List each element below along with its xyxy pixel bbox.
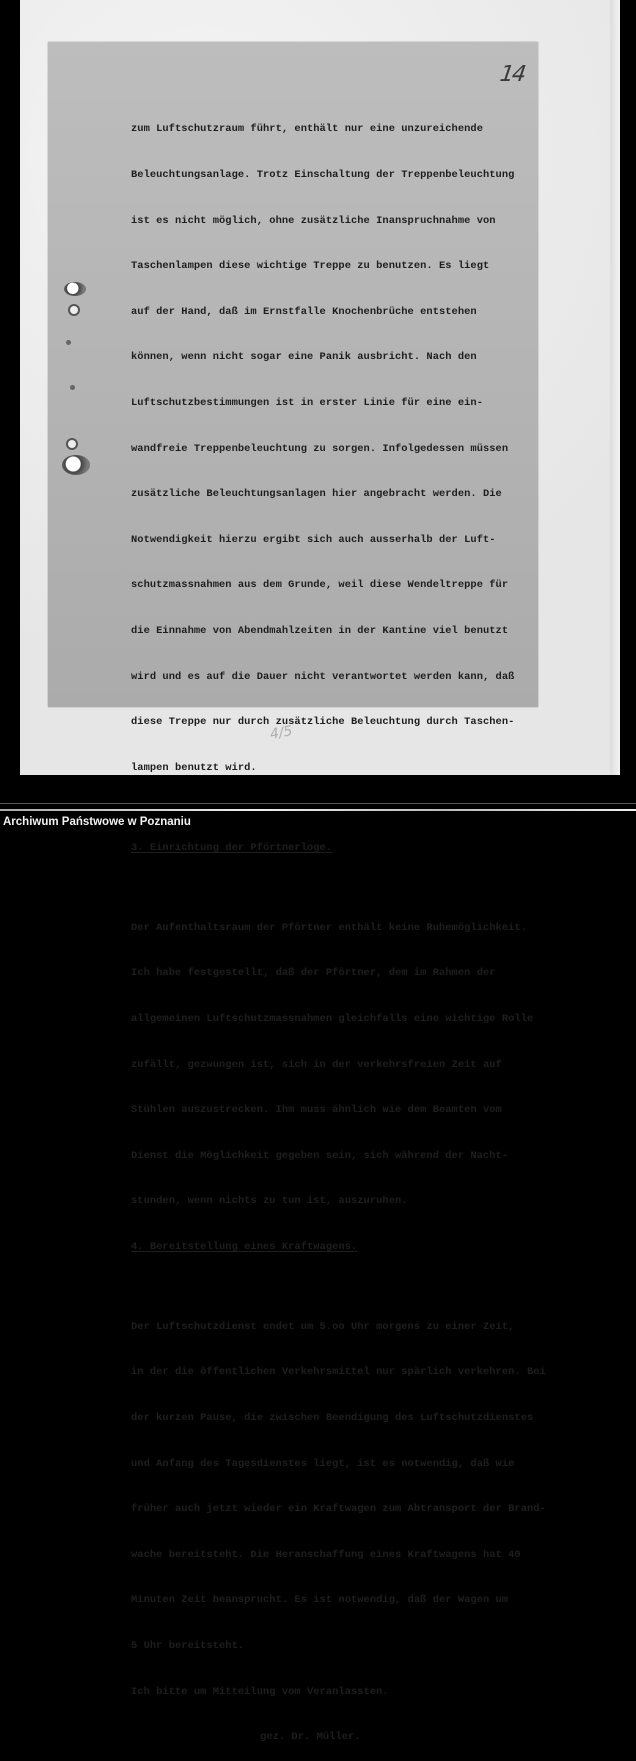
text-line: wandfreie Treppenbeleuchtung zu sorgen. Infolgedessen müssen [131,442,509,455]
punch-hole-icon [70,385,75,390]
text-line: Ich habe festgestellt, daß der Pförtner, dem im Rahmen der [131,967,496,980]
text-line: Der Luftschutzdienst endet um 5.oo Uhr morgens zu einer Zeit, [131,1320,515,1333]
archive-watermark: Archiwum Państwowe w Poznaniu [3,816,191,828]
punch-hole-icon [62,455,90,475]
text-line: Der Aufenthaltsraum der Pförtner enthält keine Ruhemöglichkeit. [131,921,527,934]
document-text [131,92,546,1761]
text-line: Dienst die Möglichkeit gegeben sein, sich während der Nacht- [131,1149,509,1162]
film-edge [0,809,636,811]
text-line: früher auch jetzt wieder ein Kraftwagen zum Abtransport der Brand- [131,1503,546,1516]
text-line: auf der Hand, daß im Ernstfalle Knochenbrüche entstehen [131,305,477,318]
text-line: der kurzen Pause, die zwischen Beendigung des Luftschutzdienstes [131,1412,534,1425]
text-line: diese Treppe nur durch zusätzliche Beleuchtung durch Taschen- [131,716,515,729]
text-line: lampen benutzt wird. [131,761,257,774]
text-line: Notwendigkeit hierzu ergibt sich auch ausserhalb der Luft- [131,533,496,546]
punch-hole-icon [66,340,71,345]
section-heading: 4. Bereitstellung eines Kraftwagens. [131,1240,358,1253]
pencil-annotation: 4/5 [268,723,294,743]
text-line: in der die öffentlichen Verkehrsmittel nur spärlich verkehren. Bei [131,1366,546,1379]
text-line: und Anfang des Tagesdienstes liegt, ist es notwendig, daß wie [131,1457,515,1470]
section-heading: 3. Einrichtung der Pförtnerloge. [131,841,333,854]
text-line: Stühlen auszustrecken. Ihm muss ähnlich wie dem Beamten vom [131,1104,502,1117]
text-line: zum Luftschutzraum führt, enthält nur eine unzureichende [131,123,483,136]
text-line: wird und es auf die Dauer nicht verantwortet werden kann, daß [131,670,515,683]
text-line: 5 Uhr bereitsteht. [131,1640,245,1653]
signature: gez. Dr. Müller. [260,1731,361,1744]
text-line: stunden, wenn nichts zu tun ist, auszuruhen. [131,1195,408,1208]
text-line: können, wenn nicht sogar eine Panik ausbricht. Nach den [131,351,477,364]
text-line: wache bereitsteht. Die Heranschaffung eines Kraftwagens hat 40 [131,1548,521,1561]
handwritten-page-number: 14 [498,62,526,87]
text-line: Luftschutzbestimmungen ist in erster Linie für eine ein- [131,396,483,409]
text-line: zusätzliche Beleuchtungsanlagen hier angebracht werden. Die [131,488,502,501]
text-line: die Einnahme von Abendmahlzeiten in der Kantine viel benutzt [131,624,509,637]
text-line: Ich bitte um Mitteilung vom Veranlassten. [131,1685,389,1698]
text-line: Minuten Zeit beansprucht. Es ist notwendig, daß der Wagen um [131,1594,509,1607]
text-line: Taschenlampen diese wichtige Treppe zu benutzen. Es liegt [131,260,490,273]
text-line: ist es nicht möglich, ohne zusätzliche Inanspruchnahme von [131,214,496,227]
text-line: Beleuchtungsanlage. Trotz Einschaltung der Treppenbeleuchtung [131,169,515,181]
punch-hole-icon [64,282,86,296]
film-edge [0,803,636,804]
text-line: allgemeinen Luftschutzmassnahmen gleichfalls eine wichtige Rolle [131,1012,534,1025]
text-line: zufällt, gezwungen ist, sich in der verkehrsfreien Zeit auf [131,1058,502,1071]
punch-hole-icon [68,304,80,316]
punch-hole-icon [66,438,78,450]
text-line: schutzmassnahmen aus dem Grunde, weil diese Wendeltreppe für [131,579,509,592]
